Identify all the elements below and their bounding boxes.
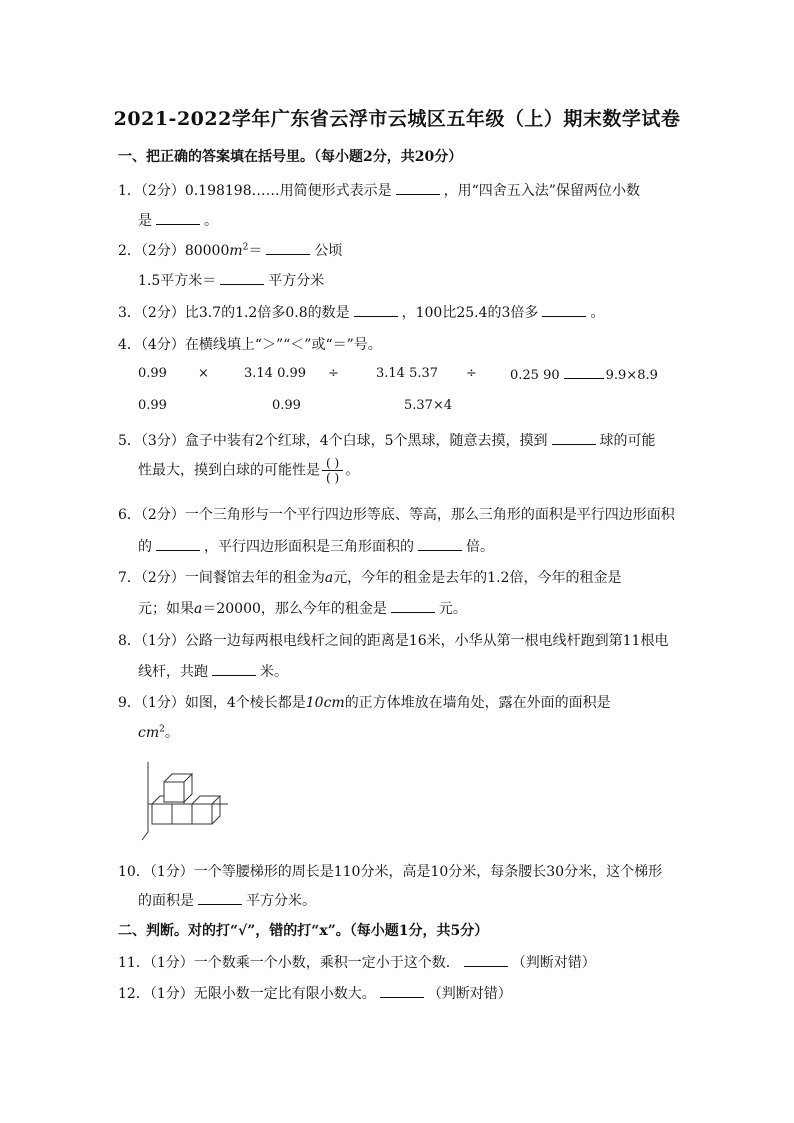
compare-item: 3.14 0.99 (244, 366, 307, 381)
question-2-line-2: 1.5平方米＝ 平方分米 (138, 273, 325, 289)
answer-blank[interactable] (552, 432, 596, 445)
compare-item: ÷ (328, 366, 339, 381)
answer-blank[interactable] (464, 954, 508, 967)
compare-item: ÷ (466, 366, 477, 381)
compare-item: 5.37×4 (404, 398, 453, 413)
answer-blank[interactable] (564, 366, 604, 379)
answer-blank[interactable] (156, 212, 200, 225)
question-5-line-2: 性最大，摸到白球的可能性是 $\frac{( )}{( )}$ 。 (138, 456, 360, 485)
section-1-heading: 一、把正确的答案填在括号里。（每小题2分，共20分） (118, 149, 463, 165)
question-1-line-2: 是 。 (138, 213, 218, 229)
question-8-line-1: 8．（1分）公路一边每两根电线杆之间的距离是16米，小华从第一根电线杆跑到第11根电 (118, 633, 669, 649)
compare-item: 0.99 (138, 398, 167, 413)
answer-blank[interactable] (396, 182, 440, 195)
answer-blank[interactable] (198, 892, 242, 905)
question-10-line-2: 的面积是 平方分米。 (138, 893, 316, 909)
question-6-line-2: 的 ，平行四边形面积是三角形面积的 倍。 (138, 539, 494, 555)
cube-stack-figure (140, 752, 230, 842)
question-7-line-1: 7．（2分）一间餐馆去年的租金为a元，今年的租金是去年的1.2倍，今年的租金是 (118, 570, 622, 586)
compare-item: 0.99 (272, 398, 301, 413)
page-title: 2021-2022学年广东省云浮市云城区五年级（上）期末数学试卷 (113, 108, 681, 130)
compare-item: 0.99 (138, 366, 167, 381)
compare-item: 0.25 90 9.9×8.9 (510, 368, 658, 383)
answer-blank[interactable] (380, 985, 424, 998)
question-2-line-1: 2．（2分）$80000m^2=$ 公顷 (118, 242, 343, 259)
question-9-line-1: 9．（1分）如图，4个棱长都是10cm的正方体堆放在墙角处，露在外面的面积是 (118, 695, 611, 711)
question-11: 11．（1分）一个数乘一个小数，乘积一定小于这个数． （判断对错） (118, 955, 596, 971)
answer-blank[interactable] (220, 272, 264, 285)
question-12: 12．（1分）无限小数一定比有限小数大。 （判断对错） (118, 986, 512, 1002)
answer-blank[interactable] (156, 538, 200, 551)
compare-item: × (198, 366, 209, 381)
question-8-line-2: 线杆，共跑 米。 (138, 664, 288, 680)
question-6-line-1: 6．（2分）一个三角形与一个平行四边形等底、等高，那么三角形的面积是平行四边形面积 (118, 507, 675, 523)
question-10-line-1: 10．（1分）一个等腰梯形的周长是110分米，高是10分米，每条腰长30分米，这个梯形 (118, 864, 663, 880)
answer-blank[interactable] (266, 242, 310, 255)
answer-blank[interactable] (418, 538, 462, 551)
answer-blank[interactable] (391, 600, 435, 613)
section-2-heading: 二、判断。对的打“√”，错的打“x”。（每小题1分，共5分） (118, 923, 489, 939)
question-7-line-2: 元；如果a＝20000，那么今年的租金是 元。 (138, 601, 467, 617)
fraction-blank[interactable]: $\frac{( )}{( )}$ (322, 456, 343, 485)
question-5-line-1: 5．（3分）盒子中装有2个红球，4个白球，5个黑球，随意去摸，摸到 球的可能 (118, 433, 656, 449)
question-4: 4．（4分）在横线填上“＞”“＜”或“＝”号。 (118, 337, 382, 353)
answer-blank[interactable] (212, 663, 256, 676)
answer-blank[interactable] (354, 304, 398, 317)
question-9-line-2: $cm^2$。 (138, 724, 179, 741)
answer-blank[interactable] (542, 304, 586, 317)
compare-item: 3.14 5.37 (376, 366, 439, 381)
question-1-line-1: 1．（2分）0.198198……用简便形式表示是 ，用“四舍五入法”保留两位小数 (118, 183, 640, 199)
question-3: 3．（2分）比3.7的1.2倍多0.8的数是 ，100比25.4的3倍多 。 (118, 305, 605, 321)
